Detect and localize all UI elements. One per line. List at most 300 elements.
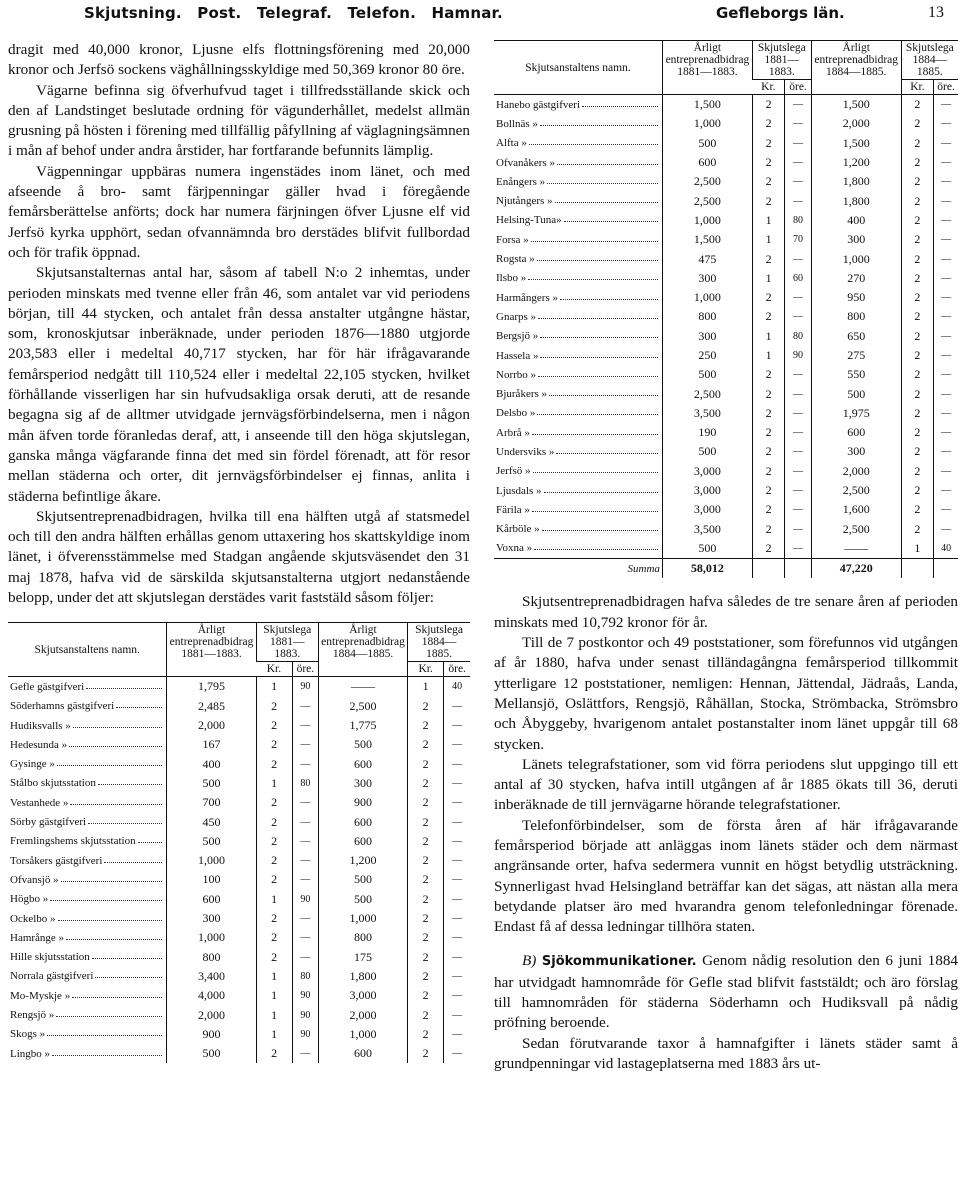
station-name-cell (494, 249, 662, 268)
table-row (8, 890, 470, 909)
entr2-value: 2,000 (811, 462, 901, 481)
station-name-cell (494, 230, 662, 249)
station-name-cell (8, 697, 167, 716)
table-row (8, 851, 470, 870)
entr2-value: 1,500 (811, 134, 901, 153)
entr1-value: 167 (167, 735, 256, 754)
paragraph: Vägarne befinna sig öfverhufvud taget i tillfredsställande skick och den af Landstinget beslutade ordning för vägunderhållet, medelst allmän grusning på hösten i förening med tillfällig påfyllning af väglagningsämnen i mån af behof under andra årstider, har fortfarande befunnits lämplig. (8, 81, 470, 160)
station-name: Ofvansjö » (10, 873, 59, 886)
station-name: Högbo » (10, 893, 49, 906)
station-name: Harmångers » (496, 291, 559, 304)
entr1-value: 3,500 (662, 520, 752, 539)
table-row (494, 191, 958, 210)
station-name-cell (494, 500, 662, 519)
entr2-value: 650 (811, 327, 901, 346)
leg2-kr: 2 (408, 832, 444, 851)
leg2-kr: 2 (408, 735, 444, 754)
table-row (494, 520, 958, 539)
entr1-value: 500 (662, 134, 752, 153)
leg2-kr: 2 (408, 1044, 444, 1063)
leg1-ore: — (785, 365, 811, 384)
station-name-cell (494, 462, 662, 481)
station-name-cell (494, 539, 662, 559)
station-name-cell (8, 870, 167, 889)
leg1-kr: 2 (752, 191, 784, 210)
leg2-ore: — (444, 735, 470, 754)
station-name: Kårböle » (496, 523, 540, 536)
leg1-kr: 2 (256, 1044, 292, 1063)
table-row (494, 114, 958, 133)
leg1-ore: — (785, 423, 811, 442)
entr1-value: 3,000 (662, 481, 752, 500)
running-head-item: Post. (197, 4, 242, 22)
station-name-cell (8, 793, 167, 812)
station-name: Skogs » (10, 1028, 46, 1041)
leg2-ore: — (444, 890, 470, 909)
leg2-kr: 2 (901, 365, 933, 384)
table-body-left (8, 677, 470, 1063)
running-head-item: Skjutsning. (84, 4, 182, 22)
leg2-ore: — (934, 172, 958, 191)
paragraph: Till de 7 postkontor och 49 poststationer, som förefunnos vid utgången af år 1880, hafva under senast tilländagångna femårsperiod tillkommit ytterligare 12 poststationer, nemligen: Hennan, Jättendal, Jädraås, Landa, Mellansjö, Oslättfors, Rengsjö, Råhällan, Stocka, Strömbacka, Strömsbro och Åbyggeby, hvarigenom antalet postanstalter inom länet uppgår till 68 stycken. (494, 634, 958, 753)
leg1-kr: 2 (752, 520, 784, 539)
entr1-value: 190 (662, 423, 752, 442)
leg1-kr: 2 (752, 481, 784, 500)
station-name: Voxna » (496, 542, 533, 555)
leg1-kr: 2 (752, 500, 784, 519)
station-name-cell (8, 967, 167, 986)
station-name: Lingbo » (10, 1047, 51, 1060)
header-entr2: Årligt entreprenadbidrag 1884—1885. (318, 623, 407, 677)
running-head-item: Telefon. (347, 4, 417, 22)
station-name-cell (8, 774, 167, 793)
table-row (494, 95, 958, 115)
leg2-ore: — (934, 307, 958, 326)
station-name: Forsa » (496, 233, 529, 246)
leg2-ore: — (444, 697, 470, 716)
paragraph: Sedan förutvarande taxor å hamnafgifter i länets städer samt å grundpenningar vid lastageplatserna med 1883 års ut- (494, 1034, 958, 1072)
leg2-ore: — (444, 947, 470, 966)
leg1-ore: 80 (292, 774, 318, 793)
entr1-value: 2,485 (167, 697, 256, 716)
leg1-ore: — (292, 716, 318, 735)
leg2-kr: 2 (901, 114, 933, 133)
leg1-kr: 1 (256, 986, 292, 1005)
entr2-value: 3,000 (318, 986, 407, 1005)
leg1-kr: 2 (256, 851, 292, 870)
station-name-cell (494, 114, 662, 133)
leg2-kr: 2 (901, 346, 933, 365)
station-name: Hudiksvalls » (10, 719, 71, 732)
leg2-kr: 2 (901, 95, 933, 115)
leg2-kr: 2 (408, 967, 444, 986)
station-name: Färila » (496, 503, 530, 516)
leg2-kr: 2 (901, 442, 933, 461)
leg1-ore: — (292, 812, 318, 831)
table-row (494, 288, 958, 307)
entr1-value: 2,000 (167, 716, 256, 735)
sum-blank (752, 559, 784, 579)
entr2-value: 300 (811, 230, 901, 249)
station-name: Ljusdals » (496, 484, 542, 497)
leg1-kr: 2 (752, 365, 784, 384)
station-name-cell (8, 890, 167, 909)
entr1-value: 1,000 (167, 928, 256, 947)
leg1-kr: 2 (752, 288, 784, 307)
entr1-value: 800 (662, 307, 752, 326)
entr2-value: 900 (318, 793, 407, 812)
station-name: Bergsjö » (496, 330, 539, 343)
section-text: Genom nådig resolution den 6 juni 1884 har utvidgadt hamnområde för Gefle stad blifvit faststäldt; och äro förslag till hamnområden för städerna Söderhamn och Hudiksvall på nådig pröfning beroende. (494, 952, 959, 1032)
leg1-ore: — (785, 172, 811, 191)
entr2-value: 1,000 (811, 249, 901, 268)
station-name-cell (8, 677, 167, 697)
entr2-value: 800 (318, 928, 407, 947)
entr1-value: 2,500 (662, 384, 752, 403)
leg2-ore: — (444, 1025, 470, 1044)
entr2-value: 500 (318, 735, 407, 754)
running-head-item: Hamnar. (431, 4, 503, 22)
table-row (494, 346, 958, 365)
entr1-value: 1,000 (662, 288, 752, 307)
leg1-kr: 1 (256, 967, 292, 986)
entr1-value: 1,000 (662, 114, 752, 133)
leg2-kr: 1 (408, 677, 444, 697)
leg2-kr: 2 (901, 384, 933, 403)
header-ore: öre. (444, 662, 470, 677)
leg2-kr: 2 (901, 249, 933, 268)
leg2-ore: — (934, 423, 958, 442)
leg1-ore: 80 (785, 327, 811, 346)
station-name: Rogsta » (496, 253, 535, 266)
entr1-value: 1,500 (662, 95, 752, 115)
leg1-ore: — (785, 442, 811, 461)
entr2-value: 1,000 (318, 909, 407, 928)
leg1-ore: — (785, 384, 811, 403)
entr1-value: 500 (167, 832, 256, 851)
header-kr: Kr. (256, 662, 292, 677)
leg1-kr: 2 (752, 114, 784, 133)
leg1-kr: 2 (752, 423, 784, 442)
leg2-ore: — (444, 812, 470, 831)
entr1-value: 3,400 (167, 967, 256, 986)
entr1-value: 100 (167, 870, 256, 889)
leg2-kr: 2 (901, 134, 933, 153)
entr2-value: 550 (811, 365, 901, 384)
station-name-cell (494, 346, 662, 365)
station-name-cell (494, 384, 662, 403)
leg1-ore: — (292, 947, 318, 966)
table-row (8, 812, 470, 831)
running-head-item: Telegraf. (256, 4, 333, 22)
leg1-kr: 1 (256, 890, 292, 909)
station-name: Hedesunda » (10, 738, 68, 751)
station-name-cell (8, 716, 167, 735)
leg1-kr: 2 (256, 735, 292, 754)
leg1-kr: 1 (752, 230, 784, 249)
header-kr: Kr. (408, 662, 444, 677)
station-name: Fremlingshems skjutsstation (10, 835, 136, 848)
table-row (494, 153, 958, 172)
table-row (494, 423, 958, 442)
leg2-ore: — (934, 230, 958, 249)
paragraph: Telefonförbindelser, som de första åren af här ifrågavarande femårsperiod började att anläggas inom länets städer och dem närmast angränsande orter, hafva sedermera vunnit en högst betydlig utsträckning. Synnerligast hvad Helsingland beträffar kan det sägas, att nästan alla mera betydande platser äro med hvarandra genom telefonledningar förenade. Endast få af dessa ledningar tillhöra staten. (494, 816, 958, 936)
header-name: Skjutsanstaltens namn. (494, 41, 662, 95)
leg2-kr: 2 (408, 947, 444, 966)
leg1-kr: 2 (752, 442, 784, 461)
entr1-value: 4,000 (167, 986, 256, 1005)
station-name: Torsåkers gästgifveri (10, 854, 103, 867)
leg1-ore: — (785, 114, 811, 133)
leg2-kr: 2 (901, 462, 933, 481)
table-row (8, 986, 470, 1005)
leg1-ore: — (292, 870, 318, 889)
station-name: Undersviks » (496, 445, 555, 458)
leg1-ore: — (292, 793, 318, 812)
station-name-cell (494, 153, 662, 172)
station-name: Norrbo » (496, 368, 537, 381)
table-row (8, 1044, 470, 1063)
leg1-kr: 1 (752, 346, 784, 365)
table-row (494, 500, 958, 519)
leg2-ore: — (934, 211, 958, 230)
leg1-kr: 2 (752, 307, 784, 326)
leg1-kr: 1 (752, 269, 784, 288)
leg1-ore: — (292, 755, 318, 774)
leg2-kr: 2 (901, 520, 933, 539)
leg1-ore: — (785, 404, 811, 423)
leg1-ore: — (292, 851, 318, 870)
station-name-cell (8, 1025, 167, 1044)
station-name-cell (8, 755, 167, 774)
entr1-value: 3,000 (662, 462, 752, 481)
station-name-cell (8, 832, 167, 851)
table-row (494, 269, 958, 288)
entr2-value: 1,975 (811, 404, 901, 423)
leg1-kr: 1 (256, 1025, 292, 1044)
entr2-value: 275 (811, 346, 901, 365)
leg2-kr: 2 (901, 327, 933, 346)
entr1-value: 250 (662, 346, 752, 365)
leg1-ore: 90 (292, 986, 318, 1005)
leg2-ore: — (934, 384, 958, 403)
leg1-kr: 2 (752, 172, 784, 191)
table-row (8, 967, 470, 986)
sum-entr1: 58,012 (662, 559, 752, 579)
leg1-kr: 1 (256, 774, 292, 793)
leg1-ore: — (785, 520, 811, 539)
station-name-cell (494, 172, 662, 191)
leg1-ore: 60 (785, 269, 811, 288)
leg1-ore: — (292, 928, 318, 947)
station-name: Ilsbo » (496, 272, 527, 285)
paragraph: Länets telegrafstationer, som vid förra periodens slut uppgingo till ett antal af 30 stycken, hafva intill utgången af år 1885 ökats till 36, deruti inberäknade de till jernvägarne hörande telegrafstationer. (494, 755, 958, 814)
station-name-cell (494, 442, 662, 461)
station-name: Ockelbo » (10, 912, 56, 925)
table-row (494, 384, 958, 403)
leg2-ore: — (934, 327, 958, 346)
running-head-left (84, 4, 513, 22)
leg2-kr: 2 (408, 1005, 444, 1024)
station-name-cell (8, 986, 167, 1005)
station-name: Sörby gästgifveri (10, 816, 87, 829)
table-row (8, 1025, 470, 1044)
header-ore: öre. (934, 80, 958, 95)
station-name: Bjuråkers » (496, 388, 548, 401)
sum-row (494, 559, 958, 579)
leg1-kr: 1 (752, 327, 784, 346)
leg2-ore: — (934, 191, 958, 210)
header-name: Skjutsanstaltens namn. (8, 623, 167, 677)
station-name: Gnarps » (496, 310, 537, 323)
station-name: Hanebo gästgifveri (496, 98, 580, 111)
leg2-ore: — (934, 346, 958, 365)
leg1-ore: — (292, 697, 318, 716)
leg1-kr: 2 (256, 755, 292, 774)
leg2-kr: 2 (901, 172, 933, 191)
station-name: Hille skjutsstation (10, 951, 90, 964)
entr1-value: 800 (167, 947, 256, 966)
entr2-value: 1,800 (318, 967, 407, 986)
entr2-value: 600 (318, 755, 407, 774)
section-title: Sjökommunikationer. (541, 954, 697, 970)
station-name-cell (494, 307, 662, 326)
entr2-value: 300 (811, 442, 901, 461)
header-entr1: Årligt entreprenadbidrag 1881—1883. (167, 623, 256, 677)
station-name-cell (8, 851, 167, 870)
entr1-value: 3,000 (662, 500, 752, 519)
entr1-value: 1,500 (662, 230, 752, 249)
leg2-ore: — (934, 500, 958, 519)
station-name: Enångers » (496, 175, 546, 188)
leg2-kr: 2 (901, 481, 933, 500)
paragraph: Skjutsentreprenadbidragen hafva således de tre senare åren af perioden minskats med 10,792 kronor för år. (494, 593, 958, 631)
entr1-value: 450 (167, 812, 256, 831)
leg1-ore: 90 (292, 890, 318, 909)
sum-blank (901, 559, 933, 579)
leg2-kr: 2 (408, 697, 444, 716)
station-name: Delsbo » (496, 407, 536, 420)
leg2-kr: 2 (901, 153, 933, 172)
leg1-kr: 2 (256, 812, 292, 831)
station-name: Söderhamns gästgifveri (10, 700, 115, 713)
leg2-kr: 2 (901, 423, 933, 442)
entr2-value: 500 (318, 870, 407, 889)
leg2-ore: — (444, 986, 470, 1005)
leg1-ore: — (785, 249, 811, 268)
leg2-kr: 2 (408, 928, 444, 947)
entr2-value: 1,800 (811, 191, 901, 210)
leg2-kr: 2 (408, 909, 444, 928)
table-row (494, 327, 958, 346)
leg2-ore: — (444, 832, 470, 851)
leg2-kr: 2 (408, 890, 444, 909)
leg2-kr: 2 (901, 211, 933, 230)
leg2-ore: — (444, 774, 470, 793)
table-body-right (494, 95, 958, 559)
entr1-value: 500 (662, 442, 752, 461)
leg2-ore: 40 (934, 539, 958, 559)
leg1-ore: 80 (292, 967, 318, 986)
table-row (494, 462, 958, 481)
paragraph: dragit med 40,000 kronor, Ljusne elfs flottningsförening med 20,000 kronor och Jerfsö sockens väghållningsskyldige med 50,369 kronor 80 öre. (8, 41, 470, 79)
entr1-value: 600 (662, 153, 752, 172)
leg1-kr: 2 (752, 134, 784, 153)
entr2-value: 270 (811, 269, 901, 288)
entr1-value: 2,500 (662, 191, 752, 210)
station-name-cell (8, 1044, 167, 1063)
leg1-ore: 90 (785, 346, 811, 365)
entr2-value: 1,000 (318, 1025, 407, 1044)
section-letter: B) (522, 952, 537, 970)
table-row (8, 677, 470, 697)
section-paragraph (494, 951, 958, 1033)
leg2-ore: — (444, 909, 470, 928)
header-kr: Kr. (901, 80, 933, 95)
leg2-ore: — (934, 442, 958, 461)
leg2-ore: — (444, 1005, 470, 1024)
table-row (494, 404, 958, 423)
entr1-value: 500 (662, 365, 752, 384)
header-kr: Kr. (752, 80, 784, 95)
station-name: Norrala gästgifveri (10, 970, 94, 983)
leg1-kr: 2 (752, 153, 784, 172)
leg2-ore: — (934, 134, 958, 153)
entr2-value: —— (811, 539, 901, 559)
leg2-ore: — (444, 793, 470, 812)
station-name: Hamrånge » (10, 931, 65, 944)
leg1-kr: 2 (752, 249, 784, 268)
entr2-value: 600 (318, 1044, 407, 1063)
header-leg1: Skjutslega 1881—1883. (752, 41, 811, 80)
leg1-kr: 2 (256, 793, 292, 812)
leg1-kr: 2 (256, 947, 292, 966)
leg1-kr: 2 (752, 404, 784, 423)
station-name-cell (8, 812, 167, 831)
sum-blank (785, 559, 811, 579)
leg1-ore: 80 (785, 211, 811, 230)
leg2-ore: — (934, 462, 958, 481)
entr1-value: 500 (662, 539, 752, 559)
leg2-ore: — (934, 95, 958, 115)
entr2-value: 2,500 (811, 520, 901, 539)
leg1-ore: 90 (292, 677, 318, 697)
leg2-ore: — (444, 1044, 470, 1063)
entr2-value: 500 (811, 384, 901, 403)
entr2-value: 1,200 (318, 851, 407, 870)
leg1-ore: 90 (292, 1025, 318, 1044)
table-row (494, 365, 958, 384)
station-name-cell (494, 520, 662, 539)
entr2-value: 2,500 (811, 481, 901, 500)
table-row (8, 928, 470, 947)
leg1-kr: 2 (256, 697, 292, 716)
station-name: Mo-Myskje » (10, 989, 71, 1002)
leg1-kr: 1 (752, 211, 784, 230)
entr2-value: —— (318, 677, 407, 697)
station-name-cell (494, 191, 662, 210)
station-name: Gysinge » (10, 758, 55, 771)
table-row (494, 539, 958, 559)
leg2-kr: 2 (901, 288, 933, 307)
station-name-cell (494, 481, 662, 500)
paragraph: Vägpenningar uppbäras numera ingenstädes inom länet, och med afseende å bro- samt färjpenningar gäller hvad i föregående femårsberättelse anförts; dock har numera färjningen öfver Ljusne elf vid Jerfsö kyrka upphört, sedan ofvannämnda bro derstädes blifvit fullbordad och för trafik öppnad. (8, 162, 470, 261)
station-name: Ofvanåkers » (496, 156, 555, 169)
leg2-ore: — (444, 851, 470, 870)
entr2-value: 500 (318, 890, 407, 909)
leg2-kr: 2 (901, 230, 933, 249)
leg1-ore: — (785, 153, 811, 172)
